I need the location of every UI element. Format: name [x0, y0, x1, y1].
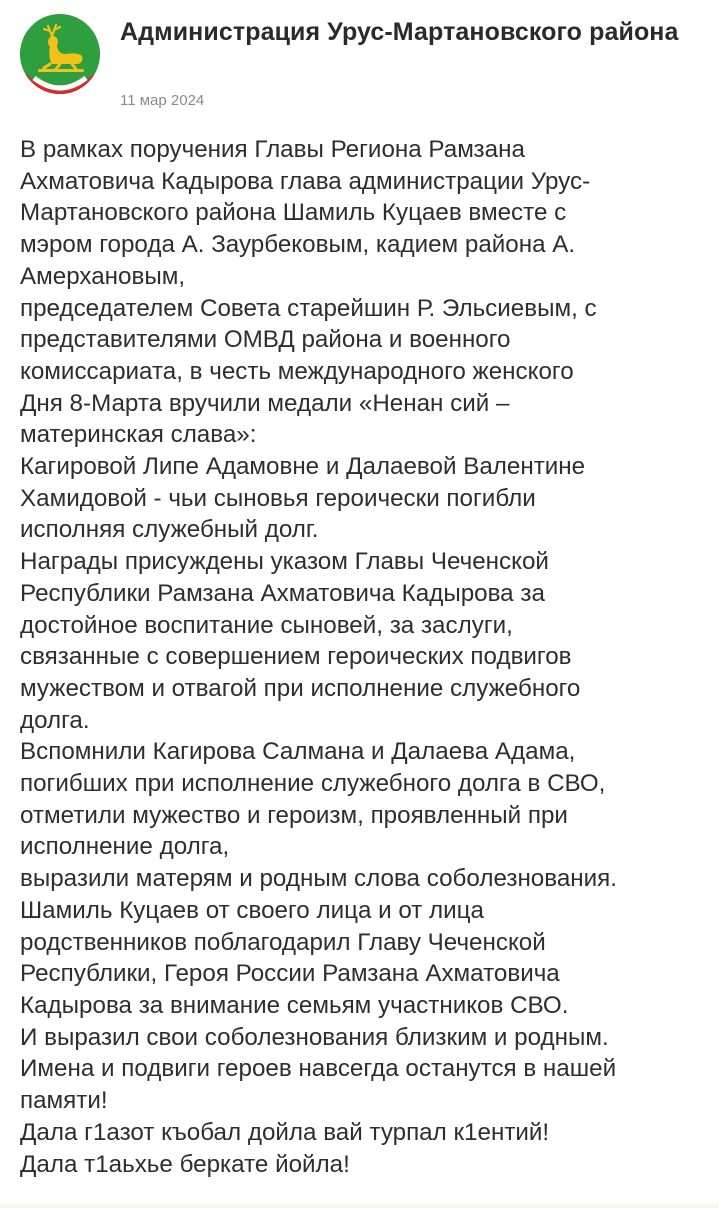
post-text-line: отметили мужество и героизм, проявленный при: [20, 801, 568, 829]
post-text-line: Награды присуждены указом Главы Чеченской: [20, 548, 549, 576]
post-text: [20, 134, 700, 1180]
bottom-divider: [0, 1202, 719, 1208]
post-header: [20, 14, 700, 114]
post-text-line: памяти!: [20, 1087, 108, 1115]
post-text-line: Вспомнили Кагирова Салмана и Далаева Адама,: [20, 738, 576, 766]
post-text-line: Хамидовой - чьи сыновья героически погибли: [20, 484, 536, 512]
post-text-line: выразили матерям и родным слова соболезнования.: [20, 865, 617, 893]
post-text-line: Амерхановым,: [20, 262, 186, 290]
author-name[interactable]: Администрация Урус-Мартановского района: [120, 18, 679, 46]
post-text-line: Имена и подвиги героев навсегда останутся в нашей: [20, 1055, 617, 1083]
post-text-line: Дала т1аьхье беркате йойла!: [20, 1150, 350, 1178]
post-text-line: Кадырова за внимание семьям участников СВО.: [20, 991, 569, 1019]
post-text-line: родственников поблагодарил Главу Чеченской: [20, 928, 546, 956]
post-text-line: комиссариата, в честь международного женского: [20, 357, 574, 385]
post-text-line: В рамках поручения Главы Региона Рамзана: [20, 136, 525, 163]
post-text-line: Дня 8-Марта вручили медали «Ненан сий –: [20, 389, 510, 417]
post-date: 11 мар 2024: [120, 92, 205, 109]
post-text-line: Мартановского района Шамиль Куцаев вместе с: [20, 199, 567, 227]
post-text-line: исполняя служебный долг.: [20, 516, 319, 544]
post-text-line: достойное воспитание сыновей, за заслуги,: [20, 611, 513, 639]
post-text-line: долга.: [20, 706, 90, 734]
post-text-line: Республики Рамзана Ахматовича Кадырова за: [20, 579, 545, 607]
post-text-line: Республики, Героя России Рамзана Ахматовича: [20, 960, 560, 988]
post-text-line: Кагировой Липе Адамовне и Далаевой Валентине: [20, 453, 586, 481]
post-text-line: И выразил свои соболезнования близким и родным.: [20, 1023, 609, 1051]
post-text-line: погибших при исполнение служебного долга в СВО,: [20, 770, 606, 798]
post-text-line: представителями ОМВД района и военного: [20, 326, 511, 354]
post-text-line: исполнение долга,: [20, 833, 230, 861]
post-text-line: Шамиль Куцаев от своего лица и от лица: [20, 896, 484, 924]
post-text-line: материнская слава»:: [20, 421, 257, 449]
post-text-line: Ахматовича Кадырова глава администрации Урус-: [20, 167, 591, 195]
author-avatar[interactable]: [20, 14, 100, 94]
post-text-line: мужеством и отвагой при исполнение служебного: [20, 674, 581, 702]
post-text-line: Дала г1азот къобал дойла вай турпал к1ентий!: [20, 1118, 550, 1146]
deer-coat-of-arms-icon: [20, 14, 100, 94]
post-text-line: мэром города А. Заурбековым, кадием района А.: [20, 231, 576, 259]
post-text-line: связанные с совершением героических подвигов: [20, 643, 572, 671]
post-text-line: председателем Совета старейшин Р. Эльсиевым, с: [20, 294, 597, 322]
